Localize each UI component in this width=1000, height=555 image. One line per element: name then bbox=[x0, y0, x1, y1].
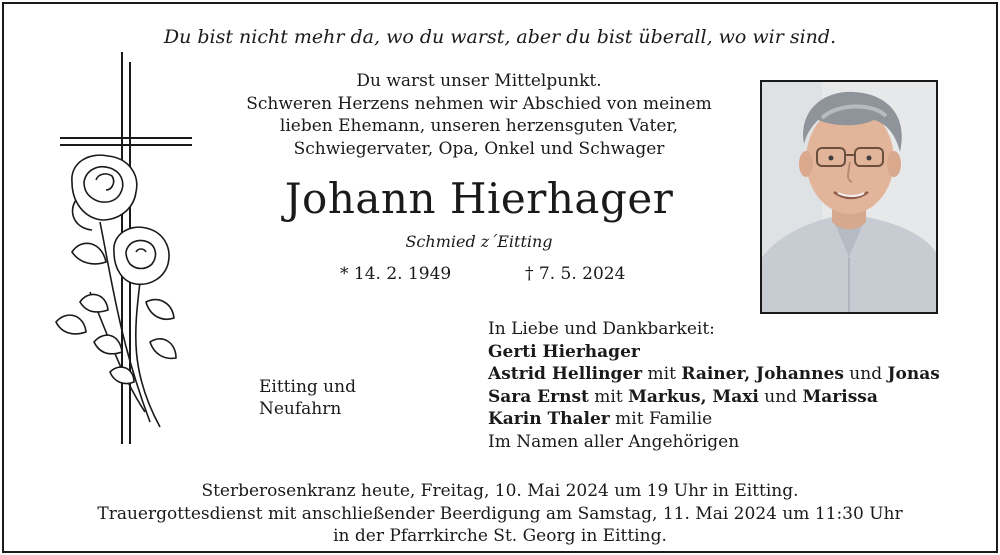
death-date: † 7. 5. 2024 bbox=[525, 264, 626, 284]
birth-date: * 14. 2. 1949 bbox=[340, 264, 452, 284]
service-line: Trauergottesdienst mit anschließender Beerdigung am Samstag, 11. Mai 2024 um 11:30 Uhr bbox=[97, 503, 903, 524]
mourners-intro: In Liebe und Dankbarkeit: bbox=[488, 319, 715, 339]
connector-text: und bbox=[758, 386, 803, 407]
mourner-name: Rainer, Johannes bbox=[681, 364, 844, 384]
mourner-line bbox=[488, 363, 940, 386]
mourner-line bbox=[488, 386, 940, 409]
mourner-name: Markus, Maxi bbox=[628, 386, 759, 407]
place-line: Neufahrn bbox=[259, 399, 342, 419]
mourner-name: Jonas bbox=[887, 364, 940, 384]
deceased-nickname: Schmied z´Eitting bbox=[405, 232, 553, 251]
cross-with-roses-illustration bbox=[50, 52, 200, 448]
motto-quote: Du bist nicht mehr da, wo du warst, aber du bist überall, wo wir sind. bbox=[163, 26, 837, 48]
mourner-name: Astrid Hellinger bbox=[488, 364, 643, 384]
mourners-list bbox=[488, 318, 940, 453]
mourner-line bbox=[488, 408, 940, 431]
intro-text bbox=[204, 70, 754, 160]
place-line: Eitting und bbox=[259, 377, 356, 397]
place-of-residence bbox=[259, 376, 356, 420]
service-line: Sterberosenkranz heute, Freitag, 10. Mai 2024 um 19 Uhr in Eitting. bbox=[201, 481, 799, 501]
obituary-notice bbox=[2, 2, 998, 553]
mourners-closing: Im Namen aller Angehörigen bbox=[488, 431, 740, 452]
mourner-name: Gerti Hierhager bbox=[488, 341, 640, 362]
mourner-name: Marissa bbox=[802, 386, 878, 407]
mourner-name: Sara Ernst bbox=[488, 386, 589, 407]
intro-line: Schwiegervater, Opa, Onkel und Schwager bbox=[293, 138, 665, 159]
service-line: in der Pfarrkirche St. Georg in Eitting. bbox=[333, 526, 667, 546]
mourner-line bbox=[488, 341, 940, 364]
mourner-name: Karin Thaler bbox=[488, 409, 610, 429]
service-details bbox=[4, 480, 996, 548]
deceased-name: Johann Hierhager bbox=[284, 174, 674, 223]
intro-line: lieben Ehemann, unseren herzensguten Vater, bbox=[279, 116, 679, 136]
connector-text: mit Familie bbox=[609, 409, 713, 429]
intro-line: Du warst unser Mittelpunkt. bbox=[356, 71, 602, 91]
connector-text: mit bbox=[588, 386, 629, 407]
portrait-photo bbox=[760, 80, 938, 314]
connector-text: mit bbox=[642, 364, 682, 384]
connector-text: und bbox=[843, 364, 888, 384]
intro-line: Schweren Herzens nehmen wir Abschied von meinem bbox=[246, 93, 712, 114]
rose-icon bbox=[56, 155, 176, 427]
